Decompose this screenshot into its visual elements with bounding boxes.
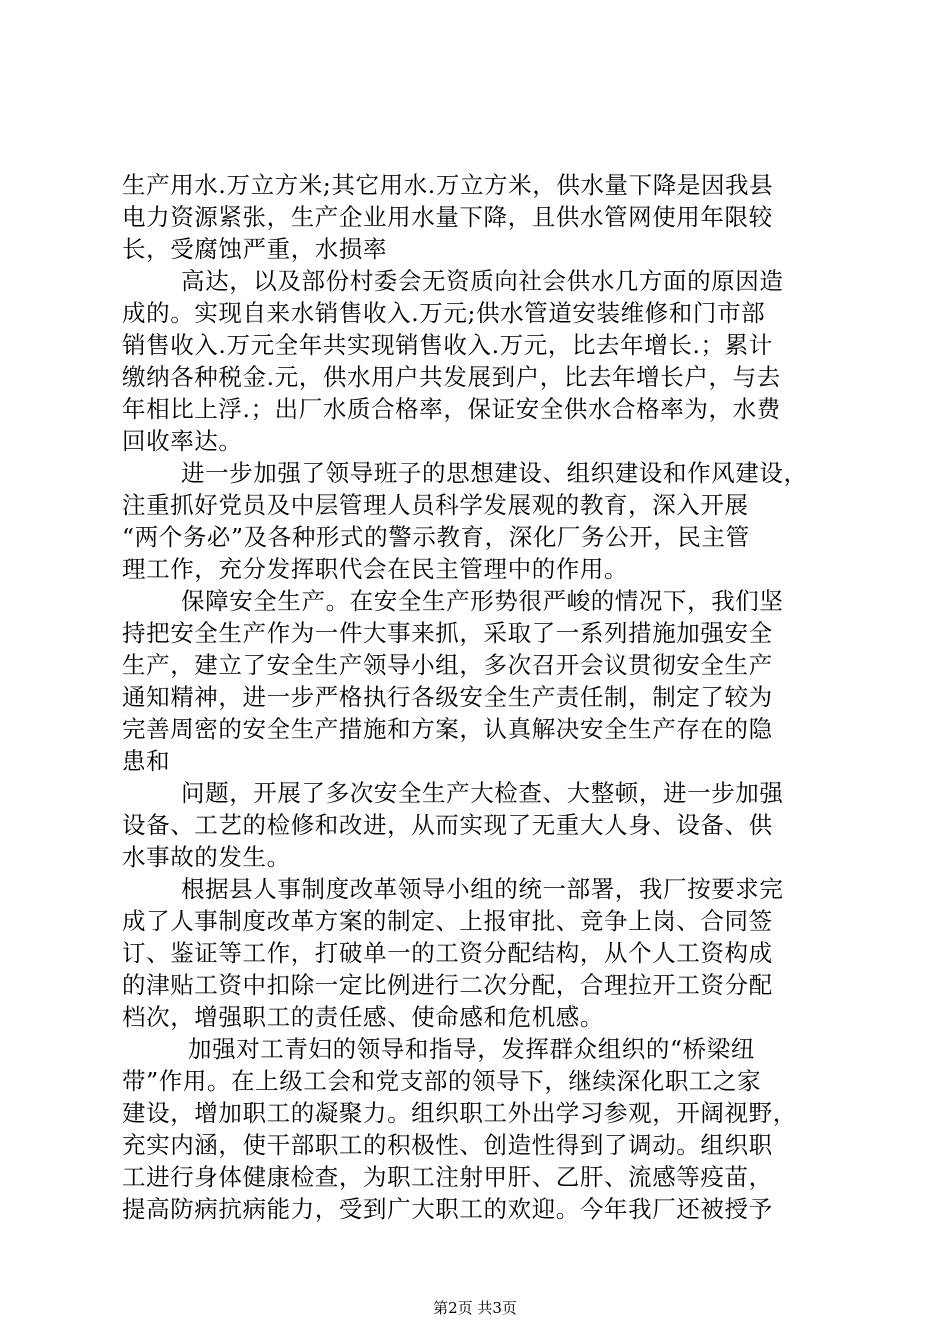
text-line: 销售收入.万元全年共实现销售收入.万元，比去年增长.；累计 <box>122 331 773 359</box>
text-line: 的津贴工资中扣除一定比例进行二次分配，合理拉开工资分配 <box>122 971 773 999</box>
text-line: 充实内涵，使干部职工的积极性、创造性得到了调动。组织职 <box>122 1131 773 1159</box>
paragraph-start-line: 根据县人事制度改革领导小组的统一部署，我厂按要求完 <box>181 875 784 903</box>
text-line: 持把安全生产作为一件大事来抓，采取了一系列措施加强安全 <box>122 619 773 647</box>
text-line: 水事故的发生。 <box>122 843 291 871</box>
text-line: 档次，增强职工的责任感、使命感和危机感。 <box>122 1003 604 1031</box>
text-line: 生产，建立了安全生产领导小组，多次召开会议贯彻安全生产 <box>122 651 773 679</box>
text-line: 长，受腐蚀严重，水损率 <box>122 235 388 263</box>
text-line: 电力资源紧张，生产企业用水量下降，且供水管网使用年限较 <box>122 203 773 231</box>
paragraph-start-line: 进一步加强了领导班子的思想建设、组织建设和作风建设， <box>181 459 808 487</box>
text-line: 建设，增加职工的凝聚力。组织职工外出学习参观，开阔视野， <box>122 1099 797 1127</box>
text-line: 成的。实现自来水销售收入.万元;供水管道安装维修和门市部 <box>122 299 766 327</box>
text-line: 理工作，充分发挥职代会在民主管理中的作用。 <box>122 555 629 583</box>
text-line: 缴纳各种税金.元，供水用户共发展到户，比去年增长户，与去 <box>122 363 781 391</box>
document-body <box>122 169 842 1225</box>
text-line: 工进行身体健康检查，为职工注射甲肝、乙肝、流感等疫苗， <box>122 1163 773 1191</box>
text-line: 生产用水.万立方米;其它用水.万立方米，供水量下降是因我县 <box>122 171 774 199</box>
page-number-footer: 第2页 共3页 <box>433 1299 517 1317</box>
text-line: 患和 <box>122 747 171 775</box>
text-line: 设备、工艺的检修和改进，从而实现了无重大人身、设备、供 <box>122 811 773 839</box>
text-line: 年相比上浮.；出厂水质合格率，保证安全供水合格率为，水费 <box>122 395 781 423</box>
paragraph-start-line: 加强对工青妇的领导和指导，发挥群众组织的“桥梁纽 <box>188 1035 755 1063</box>
text-line: 订、鉴证等工作，打破单一的工资分配结构，从个人工资构成 <box>122 939 773 967</box>
text-line: 完善周密的安全生产措施和方案，认真解决安全生产存在的隐 <box>122 715 773 743</box>
text-line: 成了人事制度改革方案的制定、上报审批、竞争上岗、合同签 <box>122 907 773 935</box>
paragraph-start-line: 问题，开展了多次安全生产大检查、大整顿，进一步加强 <box>181 779 784 807</box>
text-line: 带”作用。在上级工会和党支部的领导下，继续深化职工之家 <box>122 1067 762 1095</box>
text-line: 提高防病抗病能力，受到广大职工的欢迎。今年我厂还被授予 <box>122 1195 773 1223</box>
text-line: 回收率达。 <box>122 427 243 455</box>
text-line: 通知精神，进一步严格执行各级安全生产责任制，制定了较为 <box>122 683 773 711</box>
paragraph-start-line: 高达，以及部份村委会无资质向社会供水几方面的原因造 <box>181 267 784 295</box>
paragraph-start-line: 保障安全生产。在安全生产形势很严峻的情况下，我们坚 <box>181 587 784 615</box>
text-line: 注重抓好党员及中层管理人员科学发展观的教育，深入开展 <box>122 491 749 519</box>
text-line: “两个务必”及各种形式的警示教育，深化厂务公开，民主管 <box>122 523 750 551</box>
